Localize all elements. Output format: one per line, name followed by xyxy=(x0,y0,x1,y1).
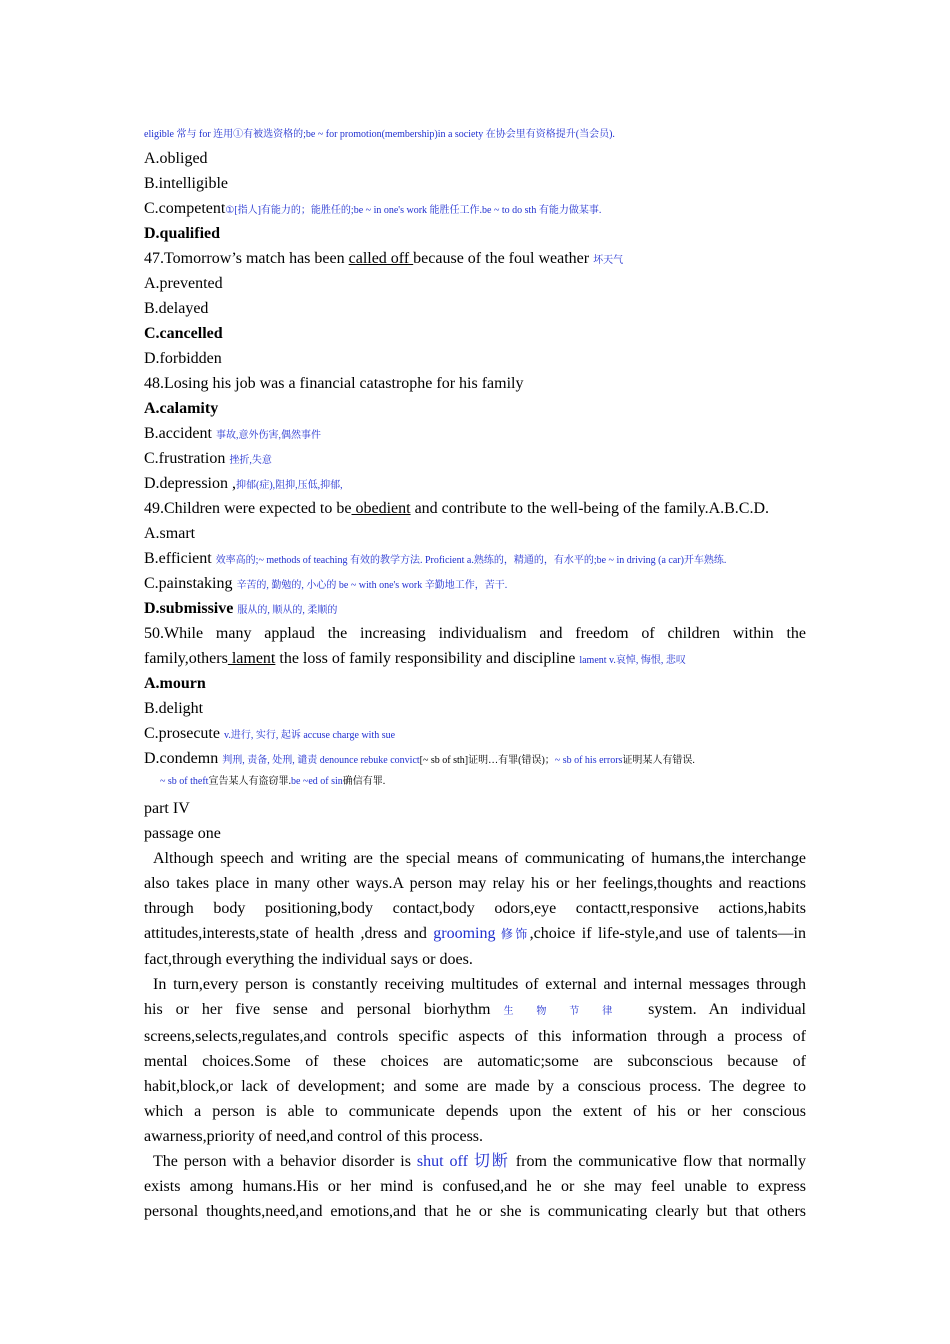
option-c xyxy=(144,196,806,221)
option-a: A.prevented xyxy=(144,275,223,292)
paragraph-line: which a person is able to communicate depends upon the extent of his or her conscious xyxy=(144,1103,806,1120)
underlined-term: obedient xyxy=(351,500,411,517)
highlighted-word: grooming xyxy=(433,925,496,942)
question-47 xyxy=(144,246,806,271)
question-50-line2 xyxy=(144,646,806,671)
option-text: C.competent xyxy=(144,200,226,217)
paragraph-line: through body positioning,body contact,body odors,eye contactt,responsive actions,habits xyxy=(144,900,806,917)
underlined-term: lament xyxy=(227,650,276,667)
option-b: B.delight xyxy=(144,700,204,717)
line-text: The person with a behavior disorder is xyxy=(153,1153,417,1170)
option-b: B.delayed xyxy=(144,300,209,317)
option-text: C.prosecute xyxy=(144,725,220,742)
vocab-note-black: [~ sb of sth]证明…有罪(错误)； xyxy=(419,755,555,766)
vocab-note-black: 宣告某人有盗窃罪. xyxy=(208,776,291,787)
vocab-note: 坏天气 xyxy=(593,255,624,266)
paragraph-line: Although speech and writing are the special means of communicating of humans,the interchange xyxy=(153,850,806,867)
option-d xyxy=(144,746,806,771)
option-a-answer: A.calamity xyxy=(144,400,219,417)
question-text: 49.Children were expected to be xyxy=(144,500,352,517)
paragraph-line: habit,block,or lack of development; and some are made by a conscious process. The degree to xyxy=(144,1078,806,1095)
option-a: A.obliged xyxy=(144,150,208,167)
vocab-note: lament v.哀悼, 悔恨, 悲叹 xyxy=(579,655,686,666)
paragraph-line xyxy=(144,997,806,1024)
underlined-term: called off xyxy=(348,250,414,267)
question-text: and contribute to the well-being of the family.A.B.C.D. xyxy=(410,500,770,517)
paragraph-line: mental choices.Some of these choices are automatic;some are subconscious because of xyxy=(144,1053,806,1070)
option-text: D.condemn xyxy=(144,750,219,767)
option-a-answer: A.mourn xyxy=(144,675,206,692)
option-c xyxy=(144,571,806,596)
line-text: ,choice if life-style,and use of talents—in xyxy=(529,925,806,942)
question-49 xyxy=(144,496,806,521)
question-48: 48.Losing his job was a financial catastrophe for his family xyxy=(144,375,524,392)
vocab-note: ~ sb of his errors xyxy=(554,755,623,766)
line-text: attitudes,interests,state of health ,dress and xyxy=(144,925,434,942)
vocab-note: 修饰 xyxy=(495,927,530,941)
paragraph-line xyxy=(144,921,806,947)
option-b: B.intelligible xyxy=(144,175,228,192)
vocab-note: ~ sb of theft xyxy=(160,776,209,787)
paragraph-line: exists among humans.His or her mind is confused,and he or she may feel unable to express xyxy=(144,1178,806,1195)
vocab-note: 效率高的;~ methods of teaching 有效的教学方法. Proficient a.熟练的，精通的，有水平的;be ~ in driving (a car)开车熟练. xyxy=(215,555,727,566)
option-text: C.frustration xyxy=(144,450,226,467)
vocab-note: 事故,意外伤害,偶然事件 xyxy=(215,430,321,441)
document-page xyxy=(144,124,806,1224)
vocab-note-eligible: eligible 常与 for 连用①有被选资格的;be ~ for promotion(membership)in a society 在协会里有资格提升(当会员). xyxy=(144,129,615,140)
option-b xyxy=(144,421,806,446)
section-heading: part IV xyxy=(144,800,190,817)
option-c-answer: C.cancelled xyxy=(144,325,223,342)
option-text: C.painstaking xyxy=(144,575,233,592)
question-50-line1: 50.While many applaud the increasing individualism and freedom of children within the xyxy=(144,625,806,642)
option-a: A.smart xyxy=(144,525,196,542)
line-text: from the communicative flow that normally xyxy=(509,1153,806,1170)
vocab-note: ①[指人]有能力的；能胜任的;be ~ in one's work 能胜任工作.be ~ to do sth 有能力做某事. xyxy=(225,205,602,216)
question-text: family,others xyxy=(144,650,228,667)
paragraph-2 xyxy=(144,972,806,1149)
question-text: because of the foul weather xyxy=(413,250,590,267)
option-text: D.depression , xyxy=(144,475,236,492)
question-text: 47.Tomorrow’s match has been xyxy=(144,250,349,267)
line-text: system. An individual xyxy=(648,1001,806,1018)
option-d-answer xyxy=(144,596,806,621)
option-d-answer: D.qualified xyxy=(144,225,221,242)
vocab-note: 挫折,失意 xyxy=(229,455,272,466)
vocab-note: v.进行, 实行, 起诉 accuse charge with sue xyxy=(223,730,396,741)
option-text: B.efficient xyxy=(144,550,212,567)
option-d xyxy=(144,471,806,496)
vocab-note-black: 证明某人有错误. xyxy=(622,755,695,766)
passage-heading: passage one xyxy=(144,825,221,842)
line-text: his or her five sense and personal biorhythm xyxy=(144,1001,491,1018)
question-text: the loss of family responsibility and discipline xyxy=(275,650,576,667)
vocab-note-black: 确信有罪. xyxy=(342,776,386,787)
option-c xyxy=(144,721,806,746)
paragraph-line: also takes place in many other ways.A person may relay his or her feelings,thoughts and reactions xyxy=(144,875,806,892)
option-text: D.submissive xyxy=(144,600,234,617)
vocab-note: 服从的, 顺从的, 柔顺的 xyxy=(237,605,338,616)
vocab-note: be ~ed of sin xyxy=(290,776,343,787)
paragraph-line: personal thoughts,need,and emotions,and that he or she is communicating clearly but that others xyxy=(144,1203,806,1220)
option-text: B.accident xyxy=(144,425,212,442)
paragraph-line: fact,through everything the individual says or does. xyxy=(144,951,473,968)
vocab-note: 辛苦的, 勤勉的, 小心的 be ~ with one's work 辛勤地工作，苦干. xyxy=(236,580,508,591)
paragraph-line: In turn,every person is constantly receiving multitudes of external and internal messages through xyxy=(153,976,806,993)
paragraph-3 xyxy=(144,1149,806,1224)
paragraph-line: awarness,priority of need,and control of this process. xyxy=(144,1128,484,1145)
vocab-note-continued xyxy=(144,771,806,793)
option-d: D.forbidden xyxy=(144,350,222,367)
vocab-note: 生物节律 xyxy=(503,1006,636,1017)
option-b xyxy=(144,546,806,571)
option-c xyxy=(144,446,806,471)
paragraph-line xyxy=(144,1149,806,1174)
paragraph-1 xyxy=(144,846,806,972)
paragraph-line: screens,selects,regulates,and controls specific aspects of this information through a process of xyxy=(144,1028,806,1045)
vocab-note: 抑郁(症),阻抑,压低,抑郁, xyxy=(235,480,343,491)
vocab-note: 判刑, 责备, 处刑, 谴责 denounce rebuke convict xyxy=(222,755,420,766)
highlighted-word: shut off 切断 xyxy=(416,1153,510,1170)
